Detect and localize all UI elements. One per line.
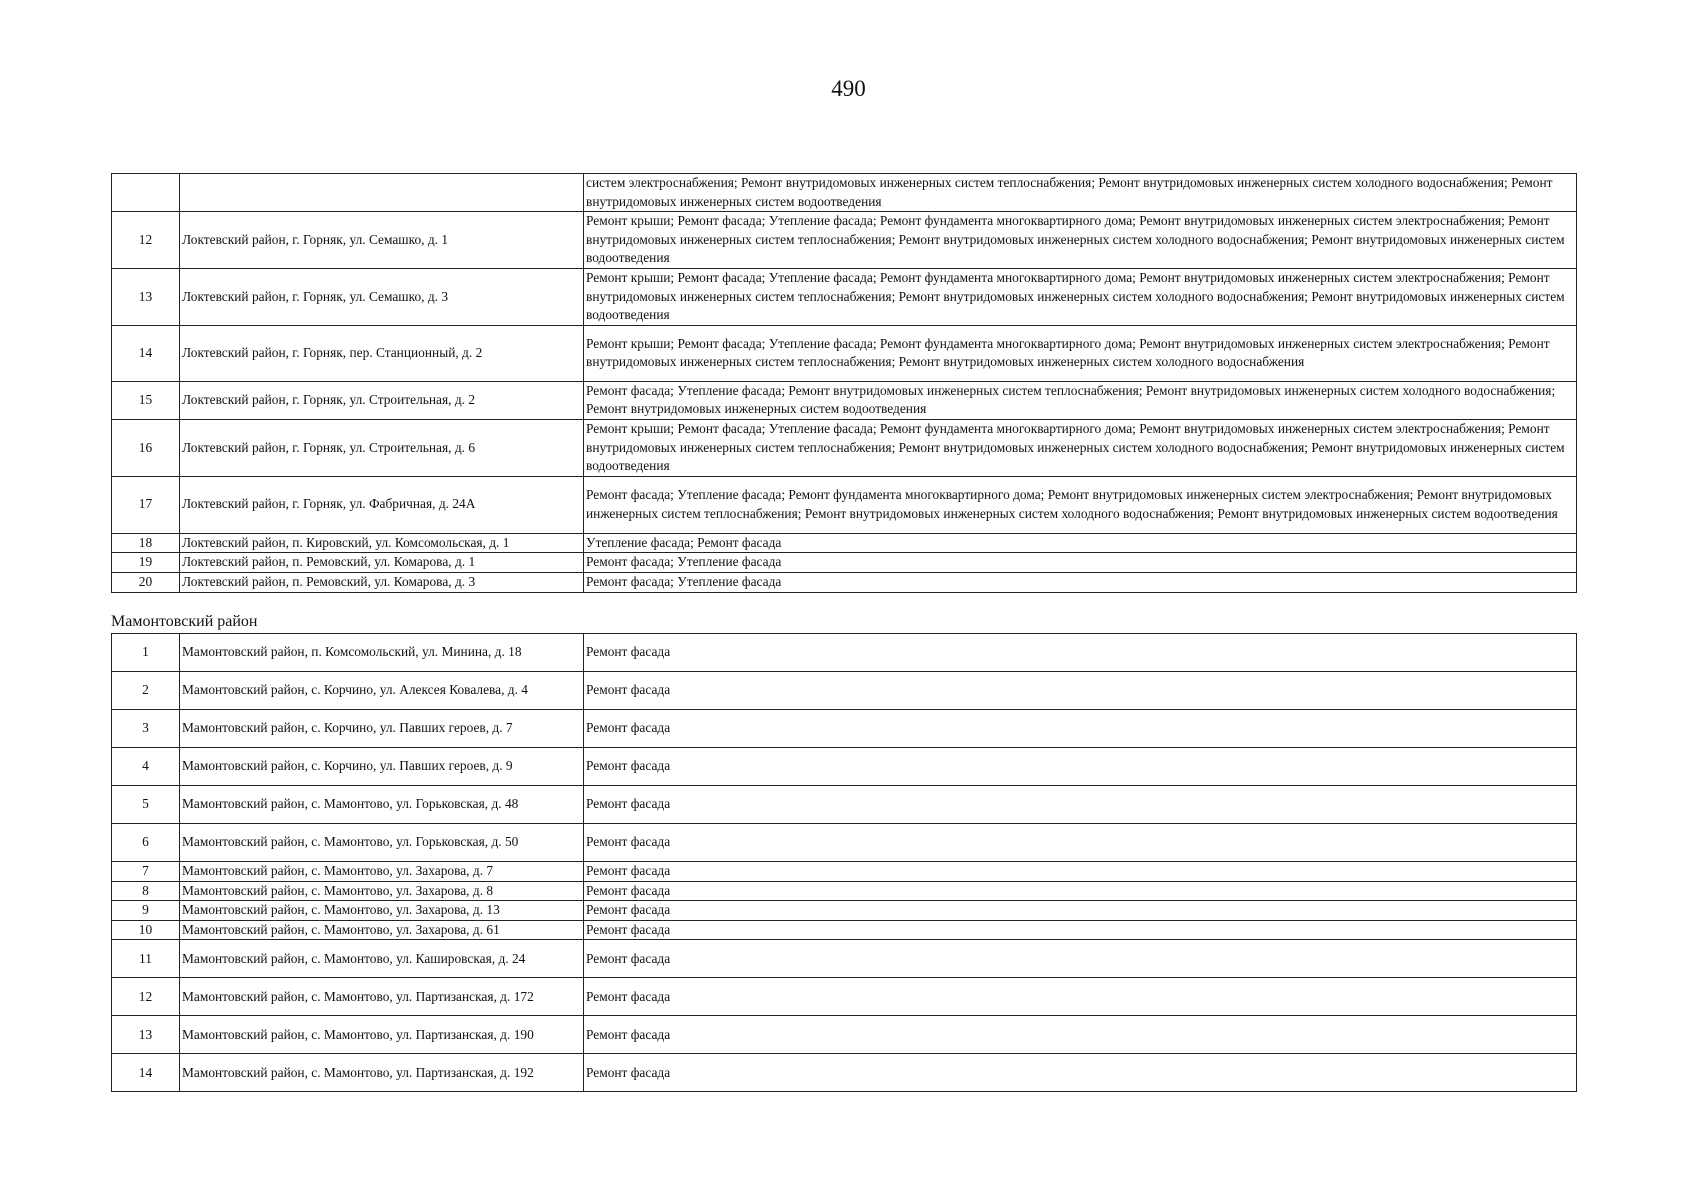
- row-number: 3: [112, 710, 180, 748]
- table-row: [112, 419, 1577, 476]
- works-cell: Ремонт фасада: [584, 634, 1577, 672]
- address-cell: Мамонтовский район, с. Мамонтово, ул. Горьковская, д. 48: [180, 786, 584, 824]
- row-number: 8: [112, 881, 180, 901]
- address-cell: Мамонтовский район, с. Корчино, ул. Павших героев, д. 7: [180, 710, 584, 748]
- address-cell: Мамонтовский район, п. Комсомольский, ул. Минина, д. 18: [180, 634, 584, 672]
- row-number: 1: [112, 634, 180, 672]
- works-cell: Ремонт фасада: [584, 824, 1577, 862]
- row-number: 4: [112, 748, 180, 786]
- address-cell: Мамонтовский район, с. Мамонтово, ул. Захарова, д. 8: [180, 881, 584, 901]
- works-cell: Ремонт фасада: [584, 786, 1577, 824]
- table-row: [112, 824, 1577, 862]
- address-cell: Локтевский район, г. Горняк, ул. Фабричная, д. 24А: [180, 476, 584, 533]
- table-row: [112, 174, 1577, 212]
- table-row: [112, 978, 1577, 1016]
- table-row: [112, 381, 1577, 419]
- works-table-loktevsky: [111, 173, 1577, 593]
- table-row: [112, 572, 1577, 592]
- address-cell: Мамонтовский район, с. Мамонтово, ул. Партизанская, д. 172: [180, 978, 584, 1016]
- address-cell: [180, 174, 584, 212]
- row-number: 6: [112, 824, 180, 862]
- table-row: [112, 710, 1577, 748]
- address-cell: Мамонтовский район, с. Мамонтово, ул. Захарова, д. 61: [180, 920, 584, 940]
- works-table-mamontovsky: [111, 633, 1577, 1092]
- row-number: 16: [112, 419, 180, 476]
- row-number: 10: [112, 920, 180, 940]
- works-cell: Ремонт фасада; Утепление фасада: [584, 572, 1577, 592]
- row-number: 11: [112, 940, 180, 978]
- table-row: [112, 748, 1577, 786]
- table-row: [112, 901, 1577, 921]
- works-cell: Ремонт крыши; Ремонт фасада; Утепление фасада; Ремонт фундамента многоквартирного дома; Ремонт внутридомовых инженерных систем электроснабжения; Ремонт внутридомовых инженерных систем теплоснабжения; Ремонт внутридомовых инженерных систем холодного водоснабжения; Ремонт внутридомовых инженерных систем водоотведения: [584, 419, 1577, 476]
- address-cell: Локтевский район, г. Горняк, ул. Семашко, д. 3: [180, 268, 584, 325]
- table-row: [112, 881, 1577, 901]
- row-number: 12: [112, 978, 180, 1016]
- works-cell: Ремонт фасада; Утепление фасада; Ремонт внутридомовых инженерных систем теплоснабжения; Ремонт внутридомовых инженерных систем холодного водоснабжения; Ремонт внутридомовых инженерных систем водоотведения: [584, 381, 1577, 419]
- table-row: [112, 533, 1577, 553]
- works-cell: Ремонт фасада: [584, 1054, 1577, 1092]
- row-number: 12: [112, 212, 180, 269]
- works-cell: Ремонт фасада: [584, 920, 1577, 940]
- row-number: 18: [112, 533, 180, 553]
- works-cell: Ремонт фасада: [584, 978, 1577, 1016]
- address-cell: Мамонтовский район, с. Корчино, ул. Павших героев, д. 9: [180, 748, 584, 786]
- address-cell: Мамонтовский район, с. Мамонтово, ул. Кашировская, д. 24: [180, 940, 584, 978]
- works-cell: Ремонт фасада: [584, 748, 1577, 786]
- row-number: 2: [112, 672, 180, 710]
- works-cell: Утепление фасада; Ремонт фасада: [584, 533, 1577, 553]
- works-cell: Ремонт фасада: [584, 881, 1577, 901]
- table-row: [112, 1054, 1577, 1092]
- table-row: [112, 862, 1577, 882]
- table-row: [112, 268, 1577, 325]
- table-row: [112, 940, 1577, 978]
- works-cell: Ремонт фасада: [584, 1016, 1577, 1054]
- works-cell: Ремонт фасада: [584, 672, 1577, 710]
- table-row: [112, 325, 1577, 381]
- table-row: [112, 672, 1577, 710]
- row-number: 20: [112, 572, 180, 592]
- address-cell: Мамонтовский район, с. Мамонтово, ул. Партизанская, д. 192: [180, 1054, 584, 1092]
- address-cell: Мамонтовский район, с. Мамонтово, ул. Захарова, д. 13: [180, 901, 584, 921]
- row-number: 13: [112, 1016, 180, 1054]
- address-cell: Мамонтовский район, с. Мамонтово, ул. Захарова, д. 7: [180, 862, 584, 882]
- row-number: 7: [112, 862, 180, 882]
- works-cell: Ремонт фасада: [584, 862, 1577, 882]
- table-row: [112, 786, 1577, 824]
- address-cell: Мамонтовский район, с. Мамонтово, ул. Партизанская, д. 190: [180, 1016, 584, 1054]
- row-number: 19: [112, 553, 180, 573]
- row-number: 9: [112, 901, 180, 921]
- row-number: 17: [112, 476, 180, 533]
- row-number: 5: [112, 786, 180, 824]
- table-row: [112, 634, 1577, 672]
- works-cell: Ремонт фасада; Утепление фасада: [584, 553, 1577, 573]
- address-cell: Локтевский район, г. Горняк, ул. Семашко, д. 1: [180, 212, 584, 269]
- page-number: 490: [831, 76, 866, 101]
- address-cell: Локтевский район, п. Ремовский, ул. Комарова, д. 3: [180, 572, 584, 592]
- address-cell: Локтевский район, г. Горняк, пер. Станционный, д. 2: [180, 325, 584, 381]
- address-cell: Локтевский район, п. Ремовский, ул. Комарова, д. 1: [180, 553, 584, 573]
- table-row: [112, 553, 1577, 573]
- works-cell: Ремонт фасада: [584, 940, 1577, 978]
- row-number: 14: [112, 1054, 180, 1092]
- table-row: [112, 1016, 1577, 1054]
- works-cell: Ремонт фасада: [584, 710, 1577, 748]
- address-cell: Локтевский район, г. Горняк, ул. Строительная, д. 6: [180, 419, 584, 476]
- table-row: [112, 476, 1577, 533]
- table-row: [112, 920, 1577, 940]
- row-number: 13: [112, 268, 180, 325]
- works-cell: Ремонт крыши; Ремонт фасада; Утепление фасада; Ремонт фундамента многоквартирного дома; Ремонт внутридомовых инженерных систем электроснабжения; Ремонт внутридомовых инженерных систем теплоснабжения; Ремонт внутридомовых инженерных систем холодного водоснабжения; Ремонт внутридомовых инженерных систем водоотведения: [584, 268, 1577, 325]
- row-number: [112, 174, 180, 212]
- works-cell: Ремонт фасада; Утепление фасада; Ремонт фундамента многоквартирного дома; Ремонт внутридомовых инженерных систем электроснабжения; Ремонт внутридомовых инженерных систем теплоснабжения; Ремонт внутридомовых инженерных систем холодного водоснабжения; Ремонт внутридомовых инженерных систем водоотведения: [584, 476, 1577, 533]
- row-number: 14: [112, 325, 180, 381]
- address-cell: Локтевский район, п. Кировский, ул. Комсомольская, д. 1: [180, 533, 584, 553]
- row-number: 15: [112, 381, 180, 419]
- table-row: [112, 212, 1577, 269]
- works-cell: Ремонт крыши; Ремонт фасада; Утепление фасада; Ремонт фундамента многоквартирного дома; Ремонт внутридомовых инженерных систем электроснабжения; Ремонт внутридомовых инженерных систем теплоснабжения; Ремонт внутридомовых инженерных систем холодного водоснабжения: [584, 325, 1577, 381]
- section-heading: Мамонтовский район: [111, 613, 258, 630]
- address-cell: Мамонтовский район, с. Мамонтово, ул. Горьковская, д. 50: [180, 824, 584, 862]
- works-cell: Ремонт крыши; Ремонт фасада; Утепление фасада; Ремонт фундамента многоквартирного дома; Ремонт внутридомовых инженерных систем электроснабжения; Ремонт внутридомовых инженерных систем теплоснабжения; Ремонт внутридомовых инженерных систем холодного водоснабжения; Ремонт внутридомовых инженерных систем водоотведения: [584, 212, 1577, 269]
- works-cell: Ремонт фасада: [584, 901, 1577, 921]
- address-cell: Локтевский район, г. Горняк, ул. Строительная, д. 2: [180, 381, 584, 419]
- works-cell: систем электроснабжения; Ремонт внутридомовых инженерных систем теплоснабжения; Ремонт внутридомовых инженерных систем холодного водоснабжения; Ремонт внутридомовых инженерных систем водоотведения: [584, 174, 1577, 212]
- address-cell: Мамонтовский район, с. Корчино, ул. Алексея Ковалева, д. 4: [180, 672, 584, 710]
